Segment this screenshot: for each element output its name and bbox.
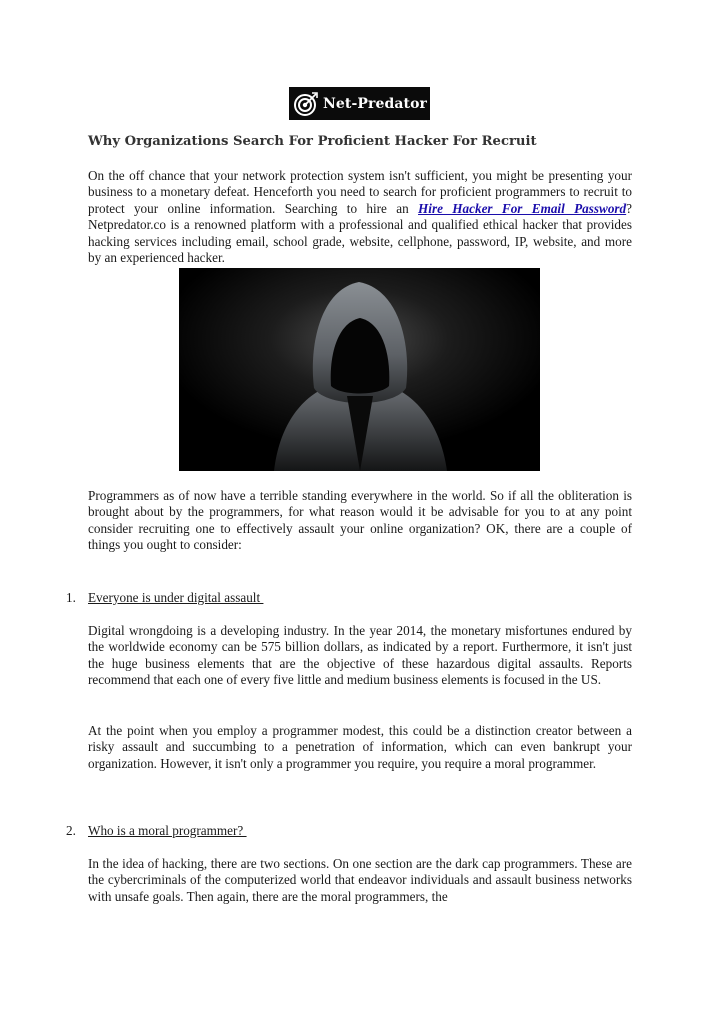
- section-1-paragraph-2: At the point when you employ a programmer modest, this could be a distinction creator between a risky assault and succumbing to a penetration of information, which can even bankrupt your organization. However, it isn't only a programmer you require, you require a moral programmer.: [88, 723, 632, 771]
- paragraph-programmers-standing: Programmers as of now have a terrible standing everywhere in the world. So if all the obliteration is brought about by the programmers, for what reason would it be advisable for you to at any point consider recruiting one to effectively assault your online organization? OK, there are a couple of things you ought to consider:: [88, 488, 632, 553]
- net-predator-logo: [289, 87, 430, 120]
- section-2-heading: Who is a moral programmer?: [88, 823, 247, 838]
- section-1-number: 1.: [66, 590, 76, 605]
- target-icon: [293, 91, 319, 117]
- logo-text: Net-Predator: [323, 95, 428, 112]
- hire-hacker-link[interactable]: Hire Hacker For Email Password: [418, 200, 627, 216]
- section-2-paragraph-1: In the idea of hacking, there are two sections. On one section are the dark cap programmers. These are the cybercriminals of the computerized world that endeavor individuals and assault business networks with unsafe goals. Then again, there are the moral programmers, the: [88, 856, 632, 904]
- section-2-number: 2.: [66, 823, 76, 838]
- intro-text-after-link: ? Netpredator.co is a renowned platform with a professional and qualified ethical hacker that provides hacking services including email, school grade, website, cellphone, password, IP, website, and more by an experienced hacker.: [88, 200, 632, 266]
- intro-text-before-link: On the off chance that your network protection system isn't sufficient, you might be presenting your business to a monetary defeat. Henceforth you need to search for proficient programmers to recruit to protect your online information. Searching to hire an: [88, 168, 632, 216]
- article-title: Why Organizations Search For Proficient Hacker For Recruit: [88, 134, 537, 149]
- section-1-paragraph-1: Digital wrongdoing is a developing industry. In the year 2014, the monetary misfortunes endured by the worldwide economy can be 575 billion dollars, as indicated by a report. Furthermore, it isn't just the huge business elements that are the objective of these hazardous digital assaults. Reports recommend that each one of every five little and medium business elements is focused in the US.: [88, 623, 632, 688]
- section-1-heading: Everyone is under digital assault: [88, 590, 264, 605]
- intro-paragraph: [88, 168, 632, 266]
- hooded-hacker-image: [179, 268, 540, 471]
